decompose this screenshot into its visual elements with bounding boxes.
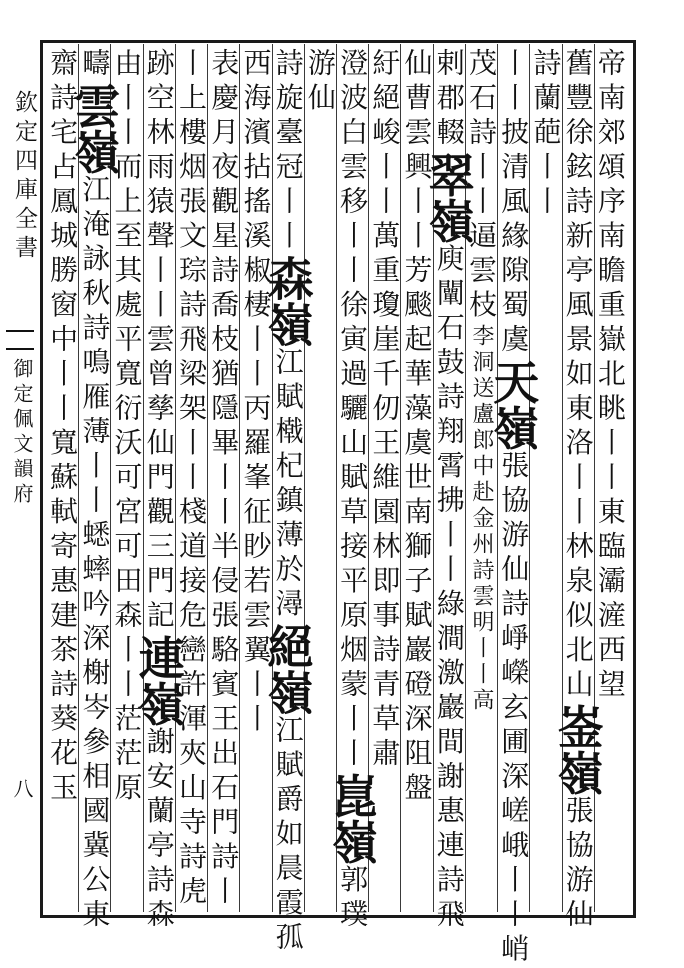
text-run: 丨上樓烟張文琮詩飛梁架丨丨棧道接危巒許渾夾山寺詩虎 <box>175 48 208 911</box>
text-run: 由丨丨而上至其處平寬衍沃可宮可田 <box>111 48 144 600</box>
text-run: 丨丨披清風緣隙蜀虞 <box>497 48 530 359</box>
text-column <box>560 48 596 908</box>
page-margin-band <box>0 40 40 912</box>
page-number: 八 <box>8 778 37 804</box>
text-run: 江淹詠秋詩鳴雁薄丨丨蟋蟀吟深榭岑參相國冀公東 <box>78 175 111 934</box>
text-column <box>270 48 306 908</box>
text-run: 舊豐徐鉉詩新亭風景如東洛丨丨林泉似北山 <box>562 48 595 704</box>
text-run: 西海濱拈搖 <box>239 48 272 221</box>
text-column <box>109 48 145 908</box>
text-column <box>173 48 209 908</box>
text-run: 詩旋臺冠丨丨 <box>272 48 305 255</box>
fishtail-mark-icon <box>6 330 34 350</box>
text-run: 詩蘭葩丨丨 <box>529 48 562 221</box>
headword: 連嶺 <box>132 635 186 727</box>
text-run: 茂石詩丨丨逼雲枝 <box>465 48 498 324</box>
text-run: 剌郡輟 <box>433 48 466 152</box>
text-run: 謝安蘭亭詩森 <box>143 727 176 934</box>
text-run: 江賦橶杞鎮薄於潯 <box>272 347 305 623</box>
text-column <box>141 48 177 908</box>
text-run: 紆絕峻丨丨萬重瓊崖千仞王維園林即事詩青草肅 <box>368 48 401 773</box>
headword: 絕嶺 <box>261 623 315 715</box>
text-run: 疇 <box>78 48 111 83</box>
text-column <box>302 48 338 908</box>
text-run: 雲興丨丨芳颷起華藻虞世南獅子賦巖磴深阻盤 <box>401 117 434 807</box>
text-column <box>527 48 563 908</box>
text-run: 帝南郊頌序南瞻重嶽北眺丨丨東臨灞滻西望 <box>594 48 627 704</box>
text-run: 齋詩宅占鳳城勝窗中丨丨寬蘇軾寄惠建茶詩葵花玉 <box>46 48 79 807</box>
text-column <box>431 48 467 908</box>
book-subtitle-margin: 御定佩文韻府 <box>8 358 37 508</box>
headword: 崑嶺 <box>325 773 379 865</box>
book-title-margin: 欽定四庫全書 <box>8 90 41 264</box>
text-column <box>399 48 435 908</box>
text-run: 澄波白雲移丨丨徐寅過驪山賦草接平原烟蒙丨丨 <box>336 48 369 773</box>
text-run: 征眇若雲翼丨丨 <box>239 497 272 739</box>
text-run: 仙曹 <box>401 48 434 117</box>
text-column <box>44 48 80 908</box>
text-run: 郭璞 <box>336 865 369 934</box>
headword: 森嶺 <box>261 255 315 347</box>
text-column <box>237 48 273 908</box>
text-run: 李洞送盧郎中赴金州詩雲明丨丨高 <box>469 324 494 714</box>
headword: 崟嶺 <box>551 704 605 796</box>
text-column <box>76 48 112 908</box>
text-column <box>495 48 531 908</box>
headword: 雲嶺 <box>67 83 121 175</box>
text-run: 跡空林雨猿聲丨丨雲曾孳仙門觀三門記 <box>143 48 176 635</box>
text-run: 張協游仙詩崢嶸玄圃深嵯峨丨丨峭 <box>497 451 530 968</box>
text-run: 江賦爵如晨霞孤 <box>272 715 305 957</box>
text-column <box>205 48 241 908</box>
text-column <box>334 48 370 908</box>
headword: 天嶺 <box>486 359 540 451</box>
text-run: 溪椒棲丨丨丙羅峯 <box>239 221 272 497</box>
text-run: 張協游仙 <box>562 796 595 934</box>
text-run: 游仙 <box>304 48 337 117</box>
text-run: 森丨丨茫茫原 <box>111 600 144 807</box>
text-run: 表慶月夜觀星詩喬枝猶隱畢丨丨半侵張駱賓王出石門詩丨 <box>207 48 240 911</box>
headword: 翠嶺 <box>422 152 476 244</box>
text-run: 庾闡石鼓詩翔霄拂丨丨綠澗激巖間謝惠連詩飛 <box>433 244 466 934</box>
